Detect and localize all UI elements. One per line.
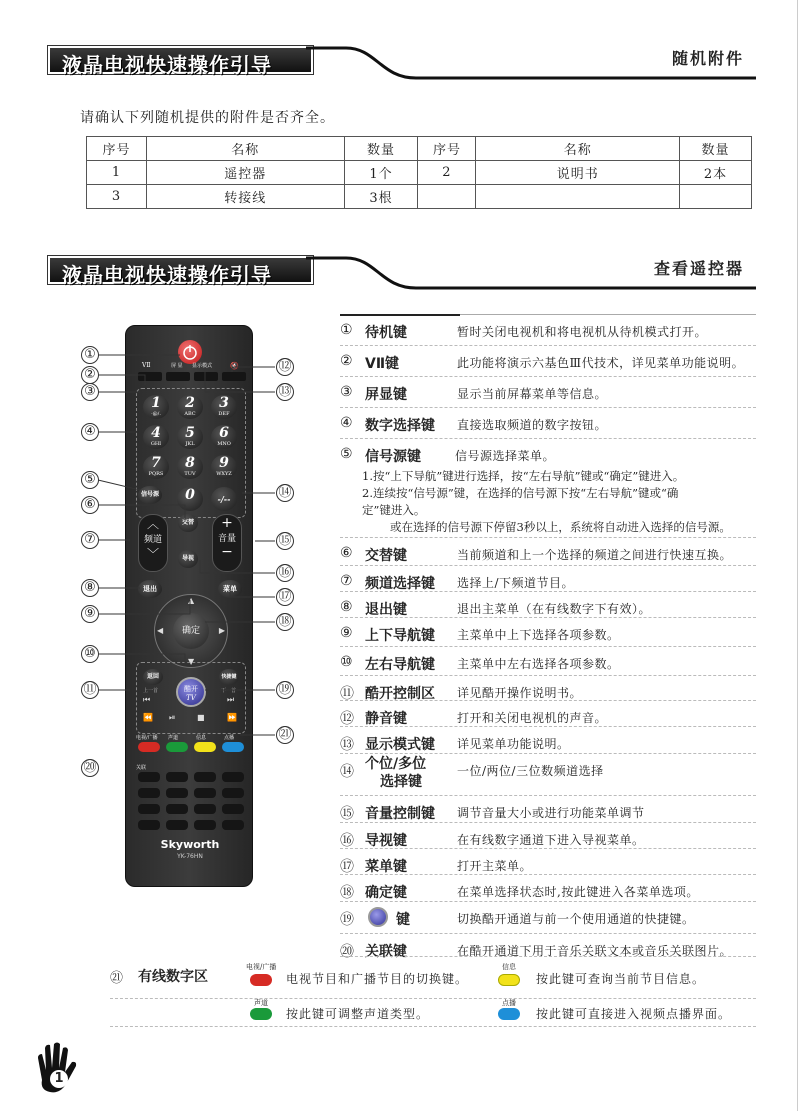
key-description: 主菜单中左右选择各项参数。 [457,657,620,671]
digit-label: -/-- [217,494,231,504]
list-divider [340,537,756,538]
key-name: 音量控制键 [365,806,435,822]
table-cell: 2本 [680,161,752,185]
arrow-down-icon: ▼ [188,657,195,666]
table-cell: 1 [87,161,147,185]
key-name: 退出键 [365,602,407,618]
list-divider [340,345,756,346]
key-description: 信号源选择菜单。 [455,449,556,463]
brand-logo: Skyworth [160,838,220,851]
list-divider [340,646,756,647]
digital-bottom-divider [110,1026,756,1027]
audio-desc: 按此键可调整声道类型。 [286,1007,430,1021]
callout-marker: ⑪ [81,681,99,699]
audio-chip-label: 声道 [254,999,268,1007]
yellow-chip [498,974,520,986]
intro-text: 请确认下列随机提供的附件是否齐全。 [80,110,335,126]
list-divider [340,591,756,592]
vii-label: VⅡ [142,362,151,369]
list-divider [340,565,756,566]
next-label: 下一首 [221,688,237,694]
banner-subtitle: 查看遥控器 [653,259,744,278]
callout-marker: ⑥ [81,496,99,514]
screen-label: 屏 显 [171,363,183,369]
key-description: 在有线数字通道下进入导视菜单。 [457,833,645,847]
chevron-up-icon: ︿ [146,517,159,531]
green-chip [250,1008,272,1020]
header-cell: 名称 [476,137,680,161]
digit-label: 1 [151,395,161,411]
remote-audio-label: 声道 [168,735,179,741]
channel-label: 频道 [143,535,162,545]
key-description: 打开和关闭电视机的声音。 [457,711,608,725]
return-button: 返回 [143,669,163,685]
banner-title: 液晶电视快速操作引导 [62,263,272,287]
digit-label: 0 [185,487,195,503]
info-chip-label: 信息 [502,963,516,971]
list-divider [340,956,756,957]
header-cell: 序号 [87,137,147,161]
key-name: 菜单键 [365,859,407,875]
digit-label: 4 [151,425,161,441]
volume-label: 音量 [217,534,236,544]
page-number-badge [32,1040,84,1098]
arrow-left-icon: ◀ [157,626,164,635]
key-name: 上下导航键 [365,628,435,644]
header-cell: 名称 [146,137,344,161]
callout-marker: ① [81,346,99,364]
digit-letters: MNO [217,441,231,447]
key-number: ⑮ [340,806,354,822]
digital-divider [110,998,756,999]
digit-letters: PQRS [148,471,164,477]
digit-label: 6 [219,425,229,441]
key-number: ② [340,353,353,369]
banner-subtitle: 随机附件 [671,49,744,68]
key-name-line2: 选择键 [380,774,422,790]
digital-number: ㉑ [110,971,124,986]
model-number: YK-76HN [177,853,203,860]
digit-letters: DEF [218,411,230,417]
table-cell: 转接线 [146,185,344,209]
key-number: ⑫ [340,711,354,727]
callout-marker: ⑫ [276,358,294,376]
coocaa-icon [368,907,388,927]
list-divider [340,933,756,934]
banner-title: 液晶电视快速操作引导 [62,53,272,77]
callout-marker: ⑨ [81,605,99,623]
list-top-rule [340,314,460,316]
list-divider [340,438,756,439]
key-name: 个位/多位 [365,756,427,772]
coocaa-tv-label: TV [186,694,196,702]
key-description: 在酷开通道下用于音乐关联文本或音乐关联图片。 [457,944,733,958]
key-number: ⑰ [340,859,354,875]
callout-marker: ⑯ [276,564,294,582]
key-name: 屏显键 [365,387,407,403]
callout-marker: ⑱ [276,613,294,631]
key-number: ⑪ [340,686,354,702]
display-mode-label: 显示模式 [192,363,213,369]
rewind-icon: ⏮ [143,695,151,704]
callout-marker: ⑮ [276,532,294,550]
minus-icon: − [221,544,233,560]
callout-marker: ③ [81,383,99,401]
key-number: ⑥ [340,545,353,561]
key-name: 左右导航键 [365,657,435,673]
key-description: 调节音量大小或进行功能菜单调节 [457,806,645,820]
digit-label: 5 [185,425,195,441]
table-cell: 说明书 [476,161,680,185]
header-cell: 序号 [418,137,476,161]
key-description: 暂时关闭电视机和将电视机从待机模式打开。 [457,325,708,339]
stop-icon: ■ [197,713,205,722]
key-number: ⑩ [340,654,353,670]
ok-button: 确定 [173,613,209,649]
list-divider [340,822,756,823]
key-description: 主菜单中上下选择各项参数。 [457,628,620,642]
key-name: 关联键 [365,944,407,960]
chevron-down-icon: ﹀ [146,547,159,561]
list-divider [340,848,756,849]
skip-forward-icon: ⏭ [227,695,235,704]
key-name: 导视键 [365,833,407,849]
menu-button: 菜单 [218,580,242,598]
table-cell: 1个 [344,161,418,185]
page-number: 1 [50,1070,68,1088]
key-name: 酷开控制区 [365,686,435,702]
callout-marker: ⑦ [81,531,99,549]
digit-letters: TUV [184,471,196,477]
key-number: ⑬ [340,737,354,753]
key-name: 显示模式键 [365,737,435,753]
shortcut-button: 快捷键 [219,669,239,685]
table-cell: 遥控器 [146,161,344,185]
digital-title: 有线数字区 [138,969,208,985]
key-name: 待机键 [365,325,407,341]
digit-letters: ·@/. [151,411,161,417]
list-divider [340,376,756,377]
key-number: ⑭ [340,764,354,780]
source-button: 信号源 [138,486,162,504]
key-description: 一位/两位/三位数频道选择 [457,764,604,778]
key-extra-line: 1.按“上下导航”键进行选择，按“左右导航”键或“确定”键进入。 [362,469,685,483]
remote-info-label: 信息 [196,735,207,741]
digit-letters: ABC [184,411,196,417]
callout-marker: ⑰ [276,588,294,606]
tv-radio-chip-label: 电视/广播 [246,963,277,971]
play-pause-icon: ⏯ [169,713,176,722]
key-extra-line: 或在选择的信号源下停留3秒以上，系统将自动进入选择的信号源。 [390,520,731,534]
arrow-up-icon: ▲ [188,596,195,605]
key-description: 当前频道和上一个选择的频道之间进行快速互换。 [457,548,733,562]
key-description: 直接选取频道的数字按钮。 [457,418,608,432]
key-name: 信号源键 [365,449,421,465]
tv-radio-desc: 电视节目和广播节目的切换键。 [286,972,469,986]
hand-icon [32,1040,84,1098]
callout-marker: ⑧ [81,579,99,597]
digit-label: 7 [151,455,161,471]
key-number: ⑤ [340,446,353,462]
callout-marker: ⑬ [276,383,294,401]
key-number: ⑲ [340,912,354,928]
key-description: 选择上/下频道节目。 [457,576,575,590]
list-divider [340,874,756,875]
swap-button: 交替 [178,514,198,532]
key-number: ④ [340,415,353,431]
callout-marker: ⑭ [276,484,294,502]
list-divider [340,407,756,408]
key-extra-line: 2.连续按“信号源”键，在选择的信号源下按“左右导航”键或“确 [362,486,679,500]
key-name: 静音键 [365,711,407,727]
table-cell: 3 [87,185,147,209]
callout-marker: ㉑ [276,726,294,744]
header-cell: 数量 [344,137,418,161]
digit-label: 2 [185,395,195,411]
key-number: ⑳ [340,944,354,960]
link-label: 关联 [136,765,147,771]
key-name: 交替键 [365,548,407,564]
key-description: 此功能将演示六基色Ⅲ代技术，详见菜单功能说明。 [457,356,745,370]
coocaa-label: 酷开 [184,685,198,693]
list-divider [340,795,756,796]
key-description: 切换酷开通道与前一个使用通道的快捷键。 [457,912,695,926]
vod-desc: 按此键可直接进入视频点播界面。 [536,1007,732,1021]
list-divider [340,901,756,902]
digit-letters: JKL [185,441,195,447]
key-number: ⑱ [340,885,354,901]
key-name: 确定键 [365,885,407,901]
key-description: 退出主菜单（在有线数字下有效）。 [457,602,652,616]
plus-icon: + [221,515,233,531]
key-name: 频道选择键 [365,576,435,592]
key-name: 键 [396,912,410,928]
page-edge [797,0,798,1111]
blue-chip [498,1008,520,1020]
key-number: ⑦ [340,573,353,589]
digit-label: 9 [219,455,229,471]
callout-marker: ⑩ [81,645,99,663]
digit-letters: WXYZ [216,471,232,477]
callout-marker: ⑤ [81,471,99,489]
list-divider [340,726,756,727]
digit-label: 8 [185,455,195,471]
remote-tv-radio-label: 电视/广播 [136,735,158,741]
arrow-right-icon: ▶ [218,626,225,635]
callout-marker: ⑳ [81,759,99,777]
callout-marker: ⑲ [276,681,294,699]
key-name: 数字选择键 [365,418,435,434]
guide-button: 导视 [178,550,198,568]
key-description: 打开主菜单。 [457,859,533,873]
table-cell: 3根 [344,185,418,209]
key-number: ⑧ [340,599,353,615]
mute-icon: 🔇 [230,362,239,370]
fast-forward-icon: ⏩ [227,713,237,722]
prev-label: 上一首 [143,688,159,694]
key-extra-line: 定”键进入。 [362,503,426,517]
red-chip [250,974,272,986]
header-cell: 数量 [680,137,752,161]
key-number: ③ [340,384,353,400]
key-name: VⅡ键 [365,356,400,372]
info-desc: 按此键可查询当前节目信息。 [536,972,706,986]
list-divider [340,700,756,701]
callout-marker: ② [81,366,99,384]
key-number: ⑯ [340,833,354,849]
digit-label: 3 [219,395,229,411]
key-description: 在菜单选择状态时,按此键进入各菜单选项。 [457,885,699,899]
table-cell: 2 [418,161,476,185]
remote-vod-label: 点播 [224,735,235,741]
key-number: ⑨ [340,625,353,641]
key-description: 详见酷开操作说明书。 [457,686,583,700]
key-description: 详见菜单功能说明。 [457,737,570,751]
callout-marker: ④ [81,423,99,441]
list-top-rule-thin [460,314,756,315]
exit-button: 退出 [138,580,162,598]
fast-rewind-icon: ⏪ [143,713,153,722]
list-divider [340,617,756,618]
digit-letters: GHI [150,441,162,447]
key-number: ① [340,322,353,338]
list-divider [340,675,756,676]
key-description: 显示当前屏幕菜单等信息。 [457,387,608,401]
vod-chip-label: 点播 [502,999,516,1007]
